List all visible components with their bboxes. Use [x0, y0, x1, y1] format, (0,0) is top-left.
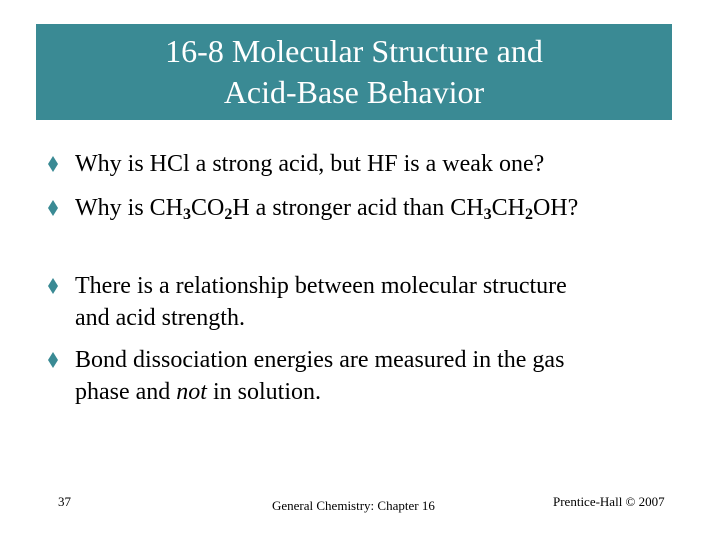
diamond-bullet-icon: [48, 156, 58, 172]
emphasis-text: not: [176, 379, 207, 405]
footer-course: General Chemistry: Chapter 16: [272, 498, 435, 513]
subscript: 3: [483, 206, 492, 223]
bullet-hcl-question: [48, 148, 658, 180]
subscript: 2: [524, 206, 533, 223]
diamond-bullet-icon: [48, 352, 58, 368]
formula-text: H a stronger acid than CH: [232, 195, 484, 221]
bullet-line: There is a relationship between molecular structure: [75, 273, 567, 299]
slide-title-line-1: 16-8 Molecular Structure and: [165, 33, 543, 69]
bullet-line-end: in solution.: [206, 379, 321, 405]
subscript: 3: [183, 206, 191, 223]
bullet-line-start: phase and: [75, 379, 177, 405]
slide-title-line-2: Acid-Base Behavior: [223, 74, 485, 110]
bullet-text: Why is HCl a strong acid, but HF is a weak one?: [75, 151, 545, 177]
subscript: 2: [224, 206, 233, 223]
formula-text: CH: [491, 195, 525, 221]
formula-text: CO: [191, 195, 225, 221]
diamond-bullet-icon: [48, 278, 58, 294]
footer-copyright: Prentice-Hall © 2007: [553, 494, 665, 509]
bullet-text: [75, 270, 567, 334]
formula-text: OH?: [532, 195, 579, 221]
bullet-text: [75, 192, 578, 224]
bullet-structure-relationship: [48, 270, 658, 334]
bullet-line: and acid strength.: [75, 305, 245, 331]
bullet-line: Bond dissociation energies are measured in the gas: [75, 347, 565, 373]
title-bar: [36, 24, 672, 120]
diamond-bullet-icon: [48, 200, 58, 216]
formula-text: Why is CH: [75, 195, 183, 221]
bullet-acetic-acid-question: [48, 192, 658, 228]
bullet-line: [75, 376, 564, 408]
bullet-text: [75, 344, 564, 408]
bullet-bond-dissociation: [48, 344, 658, 408]
slide-number: 37: [58, 494, 71, 509]
